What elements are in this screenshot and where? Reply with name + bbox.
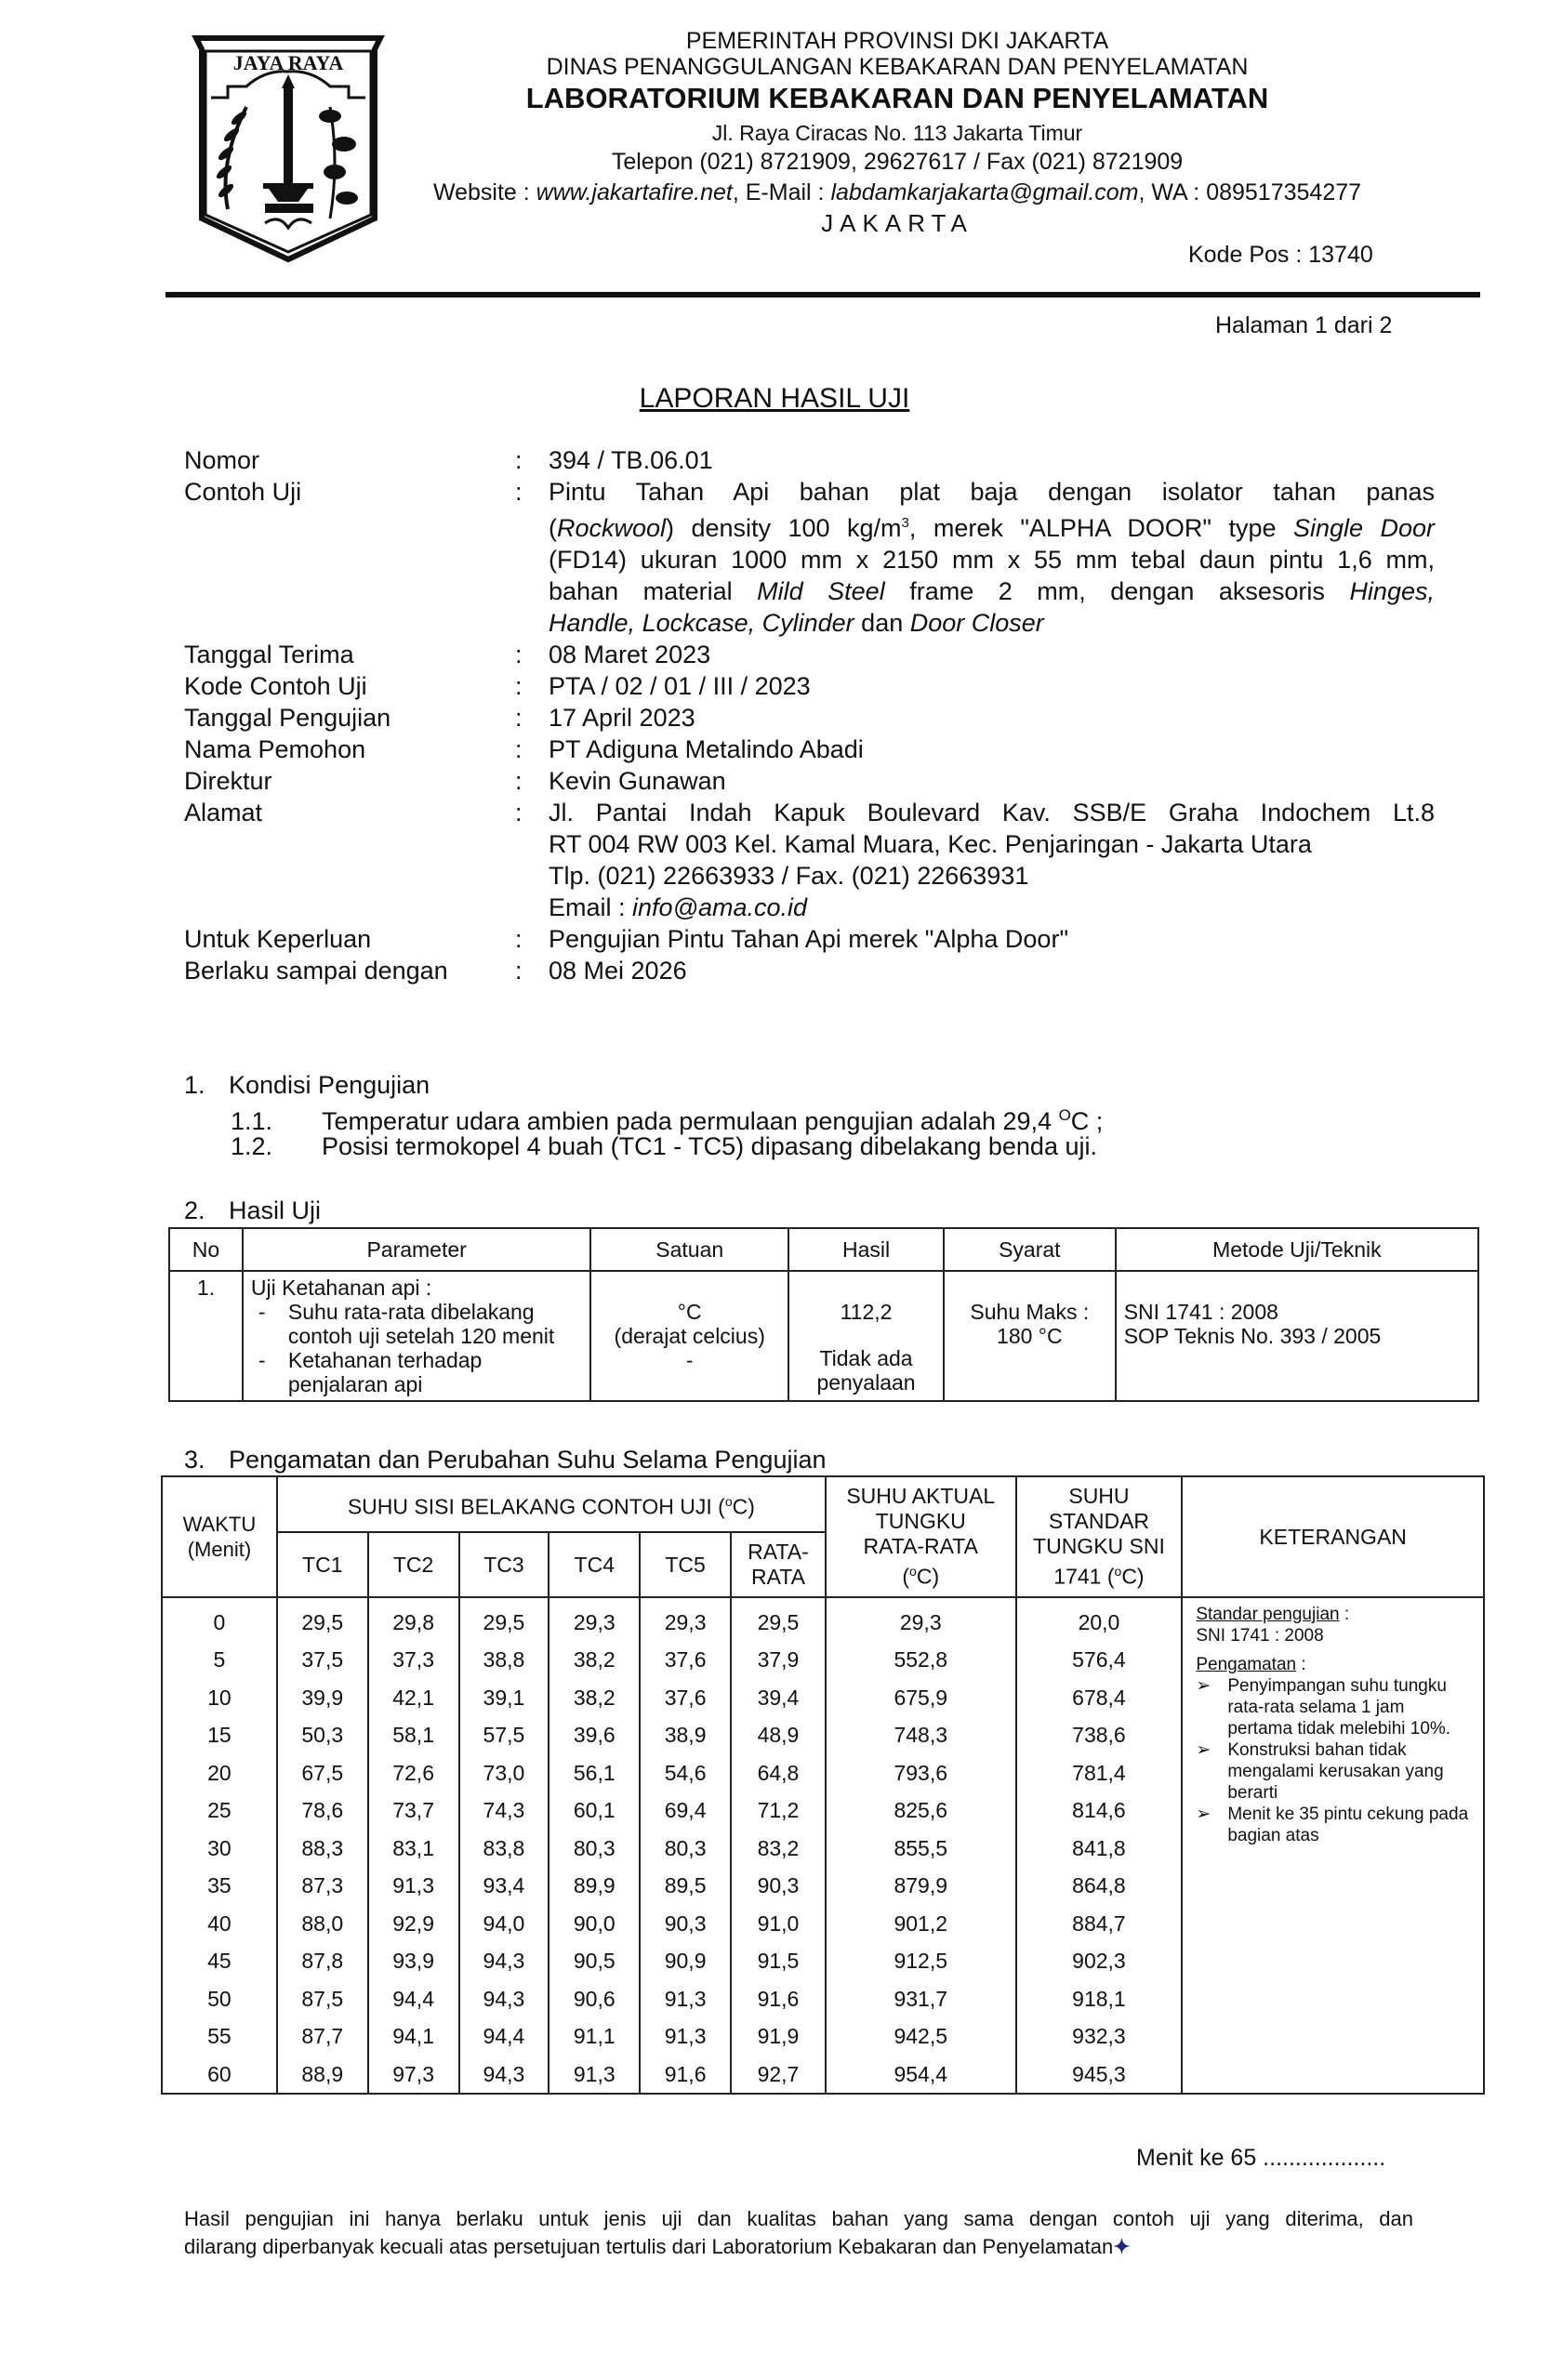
- table-row: 45 87,8 93,9 94,3 90,5 90,9 91,5 912,5 902,3: [162, 1942, 1484, 1980]
- header-department: DINAS PENANGGULANGAN KEBAKARAN DAN PENYELAMATAN: [546, 54, 1249, 80]
- col-keterangan: KETERANGAN: [1182, 1476, 1484, 1597]
- table-row: 55 87,7 94,1 94,4 91,1 91,3 91,9 942,5 932,3: [162, 2017, 1484, 2056]
- table-row: 25 78,6 73,7 74,3 60,1 69,4 71,2 825,6 814,6: [162, 1792, 1484, 1830]
- report-title: LAPORAN HASIL UJI: [639, 383, 910, 414]
- report-info: [184, 444, 1435, 986]
- header-address: Jl. Raya Ciracas No. 113 Jakarta Timur: [711, 121, 1083, 145]
- website-label: Website :: [432, 179, 536, 205]
- table-row: 60 88,9 97,3 94,3 91,3 91,6 92,7 954,4 945,3: [162, 2056, 1484, 2094]
- section-2-heading: 2. Hasil Uji: [184, 1197, 322, 1224]
- table-row: 15 50,3 58,1 57,5 39,6 38,9 48,9 748,3 738,6: [162, 1716, 1484, 1754]
- col-syarat: Syarat: [944, 1228, 1116, 1271]
- table-row: 5 37,5 37,3 38,8 38,2 37,6 37,9 552,8 576,4: [162, 1641, 1484, 1679]
- table-row: 40 88,0 92,9 94,0 90,0 90,3 91,0 901,2 884,7: [162, 1905, 1484, 1943]
- info-row-direktur: Direktur : Kevin Gunawan: [184, 767, 726, 795]
- disclaimer: Hasil pengujian ini hanya berlaku untuk jenis uji dan kualitas bahan yang sama dengan contoh uji yang diterima, dan dilarang diperbanyak kecuali atas persetujuan tertulis dari Laboratorium Kebakaran dan Penyelamatan✦: [184, 2207, 1413, 2258]
- col-satuan: Satuan: [590, 1228, 788, 1271]
- table-row: 10 39,9 42,1 39,1 38,2 37,6 39,4 675,9 678,4: [162, 1679, 1484, 1717]
- info-row-tanggal-terima: Tanggal Terima : 08 Maret 2023: [184, 641, 711, 668]
- test-result-table: [168, 1227, 1479, 1402]
- col-tc3: TC3: [459, 1532, 549, 1597]
- satuan-cell: °C (derajat celcius) -: [590, 1271, 788, 1401]
- page-number: Halaman 1 dari 2: [1215, 312, 1393, 338]
- table-row: 20 67,5 72,6 73,0 56,1 54,6 64,8 793,6 781,4: [162, 1754, 1484, 1792]
- col-no: No: [169, 1228, 243, 1271]
- arrow-bullet-icon: ➢: [1196, 1740, 1211, 1760]
- table-row: 50 87,5 94,4 94,3 90,6 91,3 91,6 931,7 918,1: [162, 1980, 1484, 2018]
- keterangan-cell: Standar pengujian : SNI 1741 : 2008 Pengamatan : ➢ Penyimpangan suhu tungku rata-rata selama 1 jam pertama tidak melebihi 10%. ➢ Konstruksi bahan tidak mengalami kerusakan yang berarti ➢ Menit ke 35 pintu cekung pada bagian atas: [1182, 1597, 1484, 2094]
- info-row-kode-contoh-uji: Kode Contoh Uji : PTA / 02 / 01 / III / 2023: [184, 672, 811, 700]
- info-row-nama-pemohon: Nama Pemohon : PT Adiguna Metalindo Abadi: [184, 735, 864, 763]
- col-suhu-standar-tungku: SUHU STANDAR TUNGKU SNI 1741 ($^o$C): [1016, 1476, 1183, 1597]
- svg-text:JAYA RAYA: JAYA RAYA: [232, 51, 344, 74]
- hasil-cell: 112,2 Tidak ada penyalaan: [788, 1271, 944, 1401]
- header-city: JAKARTA: [821, 209, 973, 237]
- pen-mark-icon: ✦: [1113, 2235, 1131, 2258]
- email-label: , E-Mail :: [732, 179, 831, 205]
- header-contact-line: [279, 179, 1516, 206]
- website-link[interactable]: www.jakartafire.net: [536, 179, 733, 205]
- table-row: 30 88,3 83,1 83,8 80,3 80,3 83,2 855,5 841,8: [162, 1830, 1484, 1868]
- header-postal-code: Kode Pos : 13740: [1188, 242, 1373, 268]
- table-header-row: [169, 1228, 1478, 1271]
- section-1-item-2: 1.2. Posisi termokopel 4 buah (TC1 - TC5) dipasang dibelakang benda uji.: [231, 1132, 1097, 1160]
- col-tc4: TC4: [549, 1532, 640, 1597]
- email-link[interactable]: labdamkarjakarta@gmail.com: [830, 179, 1139, 205]
- observation-item: ➢ Menit ke 35 pintu cekung pada bagian atas: [1196, 1805, 1469, 1845]
- col-waktu: WAKTU (Menit): [162, 1476, 277, 1597]
- nomor-value: 394 / TB.06.01: [549, 446, 713, 474]
- section-3-heading: 3. Pengamatan dan Perubahan Suhu Selama Pengujian: [184, 1446, 827, 1474]
- observation-item: ➢ Penyimpangan suhu tungku rata-rata selama 1 jam pertama tidak melebihi 10%.: [1196, 1676, 1451, 1739]
- info-row-contoh-uji: Contoh Uji : Pintu Tahan Api bahan plat baja dengan isolator tahan panas (Rockwool) density 100 $kg/m^3$, merek "ALPHA DOOR" type Single Door (FD14) ukuran 1000 mm x 2150 mm x 55 mm tebal daun pintu 1,6 mm, bahan material Mild Steel frame 2 mm, dengan aksesoris Hinges, Handle, Lockcase, Cylinder dan Door Closer: [184, 478, 1435, 637]
- col-hasil: Hasil: [788, 1228, 944, 1271]
- table-row: 35 87,3 91,3 93,4 89,9 89,5 90,3 879,9 864,8: [162, 1867, 1484, 1905]
- applicant-email-link[interactable]: info@ama.co.id: [632, 893, 808, 921]
- info-row-alamat: Alamat : Jl. Pantai Indah Kapuk Boulevard Kav. SSB/E Graha Indochem Lt.8 RT 004 RW 003 Kel. Kamal Muara, Kec. Penjaringan - Jakarta Utara Tlp. (021) 22663933 / Fax. (021) 22663931 Email : info@ama.co.id: [184, 799, 1435, 921]
- temperature-observation-table: [161, 1475, 1485, 2095]
- col-tc5: TC5: [640, 1532, 731, 1597]
- syarat-cell: Suhu Maks : 180 °C: [944, 1271, 1116, 1401]
- table-row: 0 29,5 29,8 29,5 29,3 29,3 29,5 29,3 20,0 Standar pengujian : SNI 1741 : 2008 Pengamatan : ➢ Penyimpangan suhu tungku rata-rata selama 1 jam pertama tidak melebihi 10%. ➢ Konstruksi bahan tidak mengalami kerusakan yang berarti ➢ Menit ke 35 pintu cekung pada bagian atas: [162, 1597, 1484, 1641]
- arrow-bullet-icon: ➢: [1196, 1676, 1211, 1696]
- contoh-uji-value: Pintu Tahan Api bahan plat baja dengan isolator tahan panas (Rockwool) density 100 $kg/m^3$, merek "ALPHA DOOR" type Single Door (FD14) ukuran 1000 mm x 2150 mm x 55 mm tebal daun pintu 1,6 mm, bahan material Mild Steel frame 2 mm, dengan aksesoris Hinges, Handle, Lockcase, Cylinder dan Door Closer: [549, 478, 1435, 637]
- table-row: 1. Uji Ketahanan api : - Suhu rata-rata dibelakang contoh uji setelah 120 menit - Ketahanan terhadap penjalaran api °C (derajat celcius) - 112,2 Tidak ada penyalaan Suhu Maks : 180 °C SNI 1741 : 2008 SOP Teknis No. 393 / 2005: [169, 1271, 1478, 1401]
- header-lab-name: LABORATORIUM KEBAKARAN DAN PENYELAMATAN: [525, 82, 1269, 114]
- info-row-nomor: Nomor : 394 / TB.06.01: [184, 444, 1435, 476]
- info-row-tanggal-pengujian: Tanggal Pengujian : 17 April 2023: [184, 704, 695, 732]
- col-suhu-aktual-tungku: SUHU AKTUAL TUNGKU RATA-RATA ($^o$C): [826, 1476, 1016, 1597]
- info-row-untuk-keperluan: Untuk Keperluan : Pengujian Pintu Tahan Api merek "Alpha Door": [184, 925, 1069, 953]
- header-divider: [165, 292, 1480, 298]
- metode-cell: SNI 1741 : 2008 SOP Teknis No. 393 / 2005: [1116, 1271, 1478, 1401]
- section-1-heading: 1. Kondisi Pengujian: [184, 1071, 430, 1099]
- info-row-berlaku: Berlaku sampai dengan : 08 Mei 2026: [184, 957, 687, 985]
- col-parameter: Parameter: [243, 1228, 590, 1271]
- arrow-bullet-icon: ➢: [1196, 1805, 1211, 1824]
- col-group-suhu-sisi-belakang: SUHU SISI BELAKANG CONTOH UJI ($^o$C): [277, 1476, 826, 1532]
- minute-65-note: Menit ke 65 ...................: [1136, 2145, 1386, 2171]
- observation-item: ➢ Konstruksi bahan tidak mengalami kerusakan yang berarti: [1196, 1740, 1444, 1803]
- col-tc1: TC1: [277, 1532, 368, 1597]
- col-metode: Metode Uji/Teknik: [1116, 1228, 1478, 1271]
- whatsapp-number: , WA : 089517354277: [1138, 179, 1362, 205]
- parameter-cell: Uji Ketahanan api : - Suhu rata-rata dibelakang contoh uji setelah 120 menit - Ketahanan terhadap penjalaran api: [243, 1271, 590, 1401]
- header-government: PEMERINTAH PROVINSI DKI JAKARTA: [685, 28, 1109, 54]
- col-rata-rata: RATA- RATA: [731, 1532, 826, 1597]
- col-tc2: TC2: [368, 1532, 459, 1597]
- section-1-item-1: 1.1. Temperatur udara ambien pada permulaan pengujian adalah 29,4 $^O$C ;: [231, 1106, 1104, 1135]
- header-phone: Telepon (021) 8721909, 29627617 / Fax (021) 8721909: [611, 149, 1184, 175]
